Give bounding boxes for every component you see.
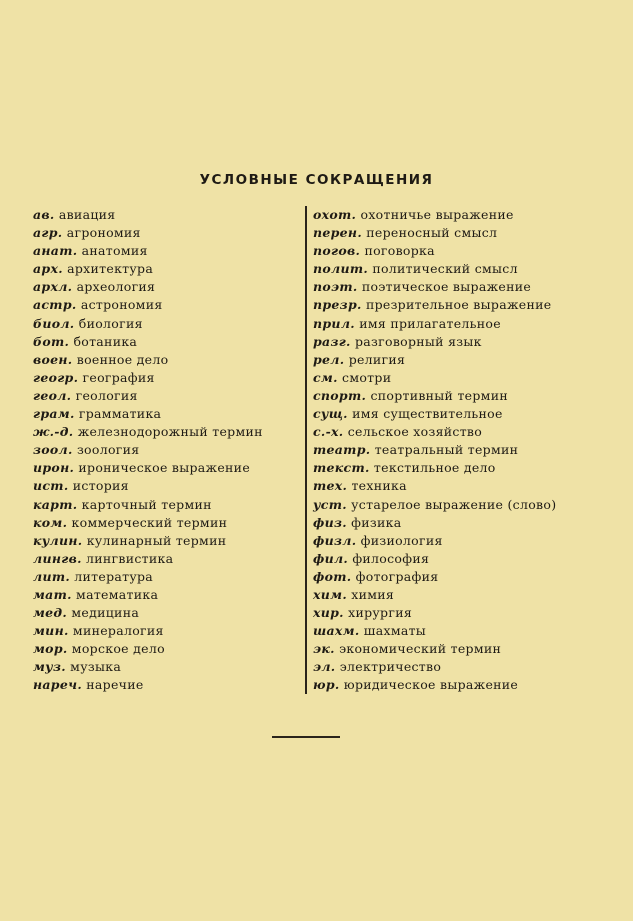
abbreviation-entry [33,369,263,387]
abbreviation-meaning: железнодорожный термин [77,424,263,440]
abbreviation: шахм. [313,623,360,639]
abbreviation-meaning: физика [351,514,402,530]
abbreviation-entry [313,514,556,532]
abbreviation: кулин. [33,532,83,548]
abbreviation-meaning: математика [76,586,159,602]
abbreviation-meaning: ироническое выражение [78,460,251,476]
abbreviation-list-right [313,206,556,695]
abbreviation-entry [33,315,263,333]
abbreviation-entry [313,604,556,622]
abbreviation-entry [33,676,263,694]
abbreviation-entry [313,532,556,550]
abbreviation: с.-х. [313,424,344,440]
abbreviation: грам. [33,406,75,422]
abbreviation: мед. [33,605,68,621]
abbreviation-meaning: агрономия [66,225,141,241]
abbreviation-entry [33,586,263,604]
abbreviation-entry [33,459,263,477]
abbreviation-meaning: охотничье выражение [360,207,514,222]
abbreviation-meaning: география [82,369,155,385]
abbreviation-entry [33,441,263,459]
abbreviation-entry [33,405,263,423]
abbreviation: биол. [33,315,75,331]
abbreviation: презр. [313,297,362,313]
abbreviation-meaning: авиация [58,207,116,222]
abbreviation: воен. [33,351,73,367]
abbreviation-meaning: археология [76,279,156,295]
abbreviation-meaning: зоология [76,442,140,458]
abbreviation-meaning: техника [351,478,407,494]
page-title: УСЛОВНЫЕ СОКРАЩЕНИЯ [199,172,434,188]
abbreviation: ирон. [33,460,75,476]
abbreviation: рел. [313,351,345,367]
abbreviation: театр. [313,442,371,458]
abbreviation: сущ. [313,406,348,422]
abbreviation-meaning: ботаника [73,333,138,349]
abbreviation: поэт. [313,279,358,295]
abbreviation-entry [313,224,556,242]
abbreviation-entry [33,532,263,550]
abbreviation: зоол. [33,442,73,458]
abbreviation: ав. [33,207,55,222]
abbreviation: хир. [313,605,344,621]
abbreviation-entry [313,568,556,586]
abbreviation-entry [33,296,263,314]
abbreviation-meaning: религия [348,351,406,367]
abbreviation-entry [33,351,263,369]
abbreviation-meaning: устарелое выражение (слово) [351,496,557,512]
abbreviation-entry [313,333,556,351]
abbreviation: полит. [313,261,369,277]
abbreviation-entry [33,658,263,676]
abbreviation: муз. [33,659,66,675]
abbreviation-meaning: коммерческий термин [71,514,228,530]
abbreviation-entry [33,387,263,405]
abbreviation: агр. [33,225,63,241]
abbreviation-meaning: электричество [339,659,442,675]
abbreviation-entry [313,640,556,658]
abbreviation-entry [313,351,556,369]
abbreviation-meaning: фотография [355,568,439,584]
abbreviation-meaning: разговорный язык [354,333,482,349]
abbreviation-meaning: лингвистика [86,550,174,566]
abbreviation: разг. [313,333,351,349]
abbreviation: фот. [313,568,352,584]
abbreviation-entry [313,387,556,405]
abbreviation: физ. [313,514,347,530]
abbreviation-meaning: морское дело [71,641,165,657]
abbreviation-entry [313,496,556,514]
abbreviation-entry [313,622,556,640]
abbreviation-entry [33,496,263,514]
abbreviation: физл. [313,532,357,548]
abbreviation: мин. [33,623,69,639]
abbreviation-meaning: смотри [342,369,392,385]
abbreviation-entry [33,333,263,351]
abbreviation: хим. [313,586,347,602]
abbreviation-meaning: физиология [360,532,443,548]
abbreviation-entry [313,315,556,333]
abbreviation: тех. [313,478,348,494]
abbreviation-meaning: военное дело [76,351,169,367]
abbreviation-entry [33,550,263,568]
abbreviation-entry [313,278,556,296]
abbreviation-entry [313,441,556,459]
abbreviation-entry [33,568,263,586]
abbreviation: мат. [33,586,72,602]
abbreviation-entry [313,369,556,387]
abbreviation: мор. [33,641,68,657]
abbreviation-meaning: текстильное дело [373,460,496,476]
abbreviation-entry [313,405,556,423]
abbreviation: нареч. [33,677,82,693]
abbreviation-meaning: грамматика [78,406,162,422]
abbreviation-meaning: поэтическое выражение [361,279,532,295]
abbreviation: ж.-д. [33,424,74,440]
abbreviation: погов. [313,243,361,259]
abbreviation-meaning: наречие [86,677,144,693]
abbreviation: астр. [33,297,77,313]
abbreviation-entry [313,586,556,604]
abbreviation-meaning: экономический термин [339,641,502,657]
abbreviation: фил. [313,550,349,566]
abbreviation: геол. [33,387,72,403]
abbreviation: спорт. [313,387,367,403]
abbreviation: геогр. [33,369,79,385]
abbreviation: перен. [313,225,362,241]
abbreviation-meaning: биология [78,315,143,331]
section-end-rule [272,736,340,738]
abbreviation-entry [313,206,556,224]
abbreviation-meaning: химия [351,586,395,602]
abbreviation-entry [33,477,263,495]
abbreviation-meaning: астрономия [80,297,163,313]
abbreviation-entry [33,242,263,260]
abbreviation-meaning: шахматы [363,623,427,639]
abbreviation-entry [313,550,556,568]
abbreviation: уст. [313,496,347,512]
abbreviation: прил. [313,315,355,331]
abbreviation-entry [33,224,263,242]
abbreviation-entry [33,640,263,658]
abbreviation-meaning: медицина [71,605,140,621]
abbreviation-meaning: хирургия [348,605,413,621]
abbreviation-entry [313,459,556,477]
abbreviation-entry [313,296,556,314]
abbreviation-meaning: философия [352,550,430,566]
abbreviation-entry [33,260,263,278]
abbreviation-entry [33,423,263,441]
abbreviation: текст. [313,460,370,476]
abbreviation: карт. [33,496,78,512]
abbreviation: эк. [313,641,335,657]
abbreviation-list-left [33,206,263,695]
abbreviation-entry [33,206,263,224]
abbreviation-entry [313,676,556,694]
abbreviation-meaning: музыка [70,659,122,675]
abbreviation: бот. [33,333,70,349]
column-divider [305,206,307,694]
abbreviation: эл. [313,659,336,675]
abbreviation-meaning: литература [74,568,154,584]
abbreviation-meaning: геология [75,387,138,403]
abbreviation: архл. [33,279,73,295]
abbreviation-entry [313,260,556,278]
abbreviation: ком. [33,514,68,530]
abbreviation-entry [33,278,263,296]
abbreviation-entry [33,622,263,640]
abbreviation: юр. [313,677,340,693]
abbreviation-entry [33,514,263,532]
abbreviation: анат. [33,243,78,259]
abbreviation-meaning: анатомия [81,243,148,259]
abbreviation-meaning: театральный термин [374,442,519,458]
abbreviation-entry [313,423,556,441]
abbreviation-entry [33,604,263,622]
abbreviation: охот. [313,207,357,222]
abbreviation-meaning: кулинарный термин [86,532,227,548]
abbreviation-meaning: карточный термин [81,496,212,512]
abbreviation-meaning: переносный смысл [366,225,498,241]
abbreviation-meaning: имя прилагательное [359,315,501,331]
abbreviation-meaning: юридическое выражение [343,677,519,693]
abbreviation-meaning: минералогия [72,623,164,639]
abbreviation: лингв. [33,550,82,566]
abbreviation-meaning: имя существительное [352,406,503,422]
abbreviation-meaning: сельское хозяйство [347,424,483,440]
abbreviation-entry [313,242,556,260]
abbreviation: лит. [33,568,71,584]
abbreviation: см. [313,369,338,385]
abbreviation: арх. [33,261,63,277]
abbreviation-entry [313,658,556,676]
abbreviation-meaning: презрительное выражение [365,297,552,313]
abbreviation-meaning: спортивный термин [370,387,508,403]
abbreviation-entry [313,477,556,495]
abbreviation-meaning: история [72,478,129,494]
abbreviation: ист. [33,478,69,494]
abbreviation-meaning: архитектура [67,261,154,277]
abbreviation-meaning: поговорка [364,243,435,259]
abbreviation-meaning: политический смысл [372,261,518,277]
